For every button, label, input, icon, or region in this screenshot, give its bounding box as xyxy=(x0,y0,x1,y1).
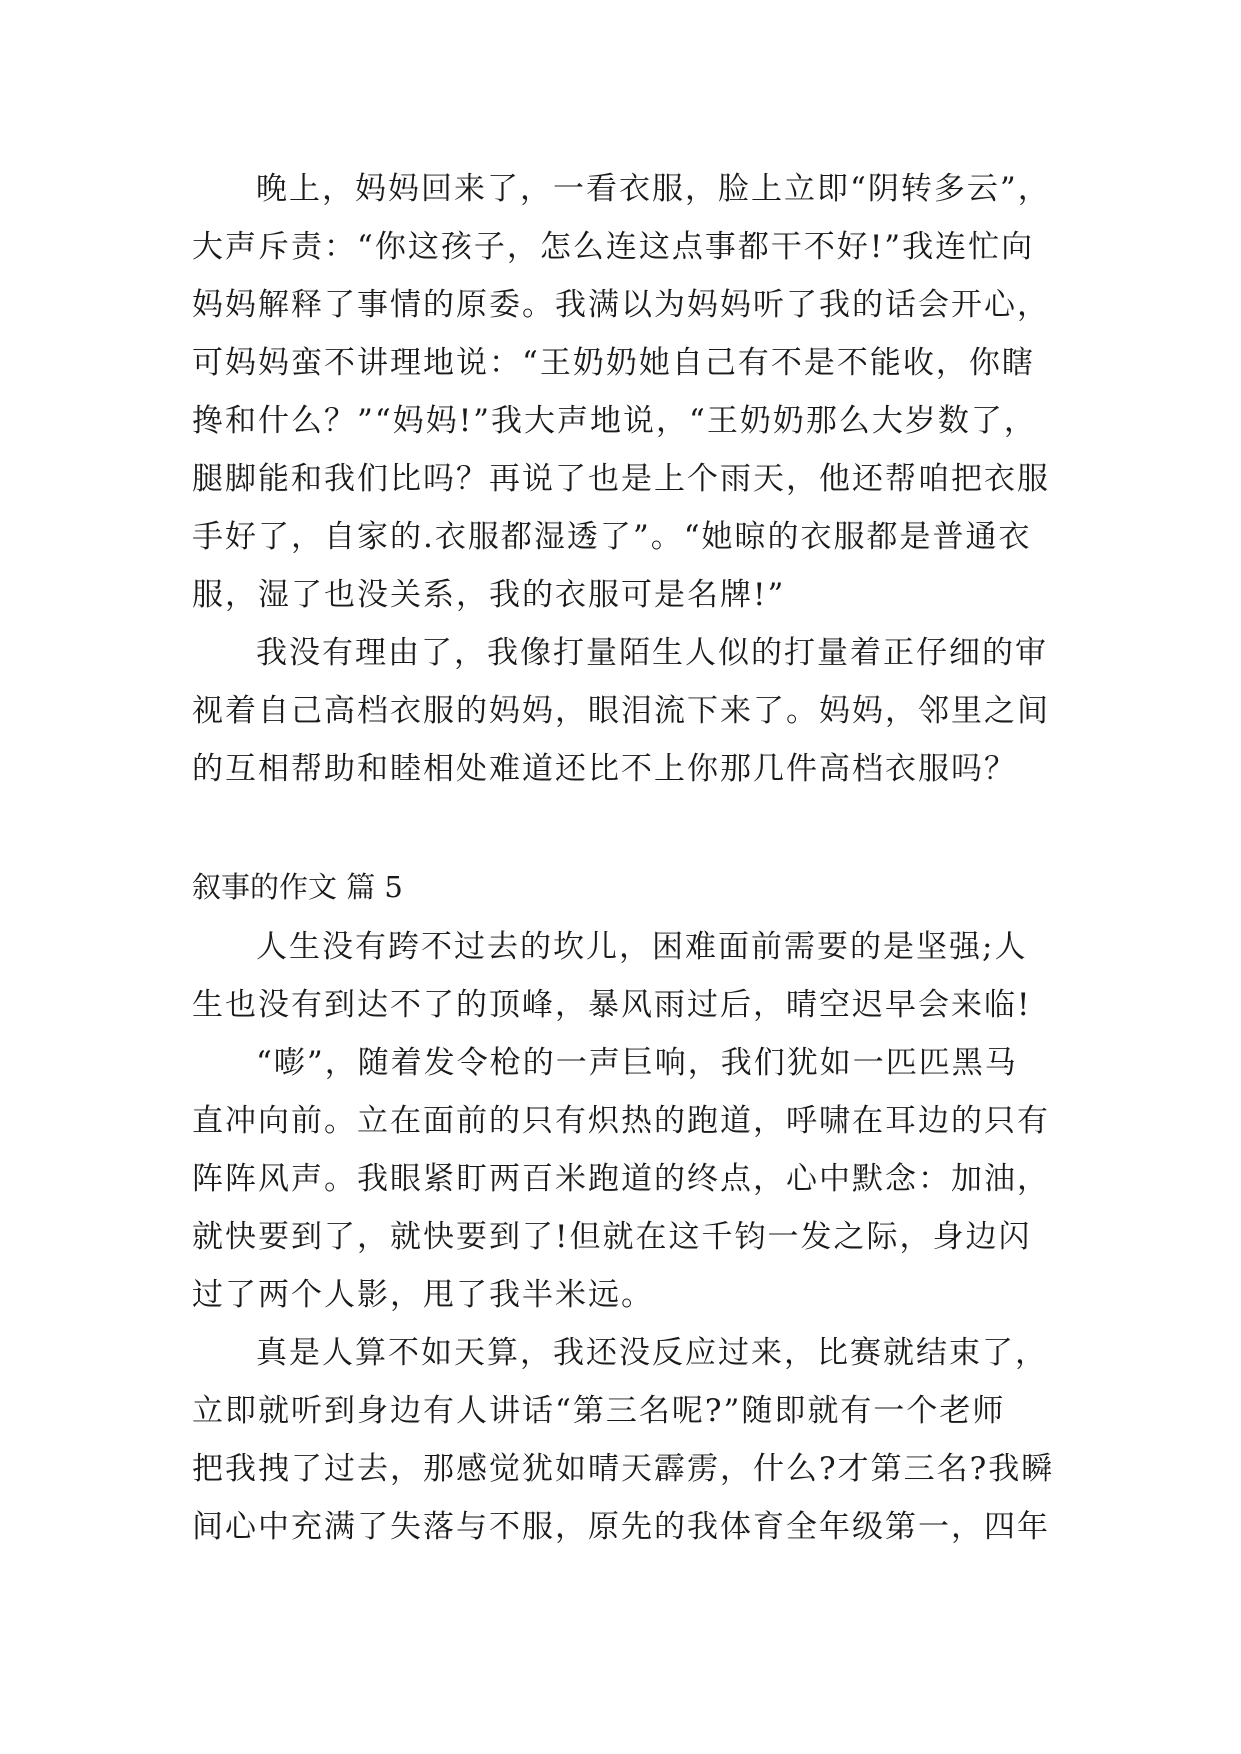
paragraph-line: 人生没有跨不过去的坎儿，困难面前需要的是坚强;人 xyxy=(256,929,1028,965)
paragraph-line: 大声斥责：“你这孩子，怎么连这点事都干不好!”我连忙向 xyxy=(192,229,1035,265)
paragraph-line: 手好了，自家的.衣服都湿透了”。“她晾的衣服都是普通衣 xyxy=(192,519,1032,555)
paragraph-line: 直冲向前。立在面前的只有炽热的跑道，呼啸在耳边的只有 xyxy=(192,1103,1050,1139)
paragraph-line: 妈妈解释了事情的原委。我满以为妈妈听了我的话会开心， xyxy=(192,287,1050,323)
paragraph-line: 的互相帮助和睦相处难道还比不上你那几件高档衣服吗？ xyxy=(192,751,1017,787)
section-2-body xyxy=(192,918,1062,1556)
paragraph-line: 间心中充满了失落与不服，原先的我体育全年级第一，四年 xyxy=(192,1509,1050,1545)
paragraph-line: 我没有理由了，我像打量陌生人似的打量着正仔细的审 xyxy=(256,635,1048,671)
paragraph-line: 阵阵风声。我眼紧盯两百米跑道的终点，心中默念：加油， xyxy=(192,1161,1050,1197)
paragraph-line: 生也没有到达不了的顶峰，暴风雨过后，晴空迟早会来临! xyxy=(192,987,1032,1023)
paragraph-line: 服，湿了也没关系，我的衣服可是名牌!” xyxy=(192,577,786,613)
paragraph-line: 过了两个人影，甩了我半米远。 xyxy=(192,1277,654,1313)
section-heading: 叙事的作文 篇 5 xyxy=(192,870,403,904)
section-1-body xyxy=(192,160,1062,798)
paragraph-line: 腿脚能和我们比吗？再说了也是上个雨天，他还帮咱把衣服 xyxy=(192,461,1050,497)
paragraph-line: 视着自己高档衣服的妈妈，眼泪流下来了。妈妈，邻里之间 xyxy=(192,693,1050,729)
paragraph-line: 真是人算不如天算，我还没反应过来，比赛就结束了， xyxy=(256,1335,1048,1371)
paragraph-line: 晚上，妈妈回来了，一看衣服，脸上立即“阴转多云”， xyxy=(256,171,1051,207)
paragraph-line: 立即就听到身边有人讲话“第三名呢?”随即就有一个老师 xyxy=(192,1393,1006,1429)
paragraph-line: 就快要到了，就快要到了!但就在这千钧一发之际，身边闪 xyxy=(192,1219,1032,1255)
paragraph-line: 搀和什么？”“妈妈!”我大声地说，“王奶奶那么大岁数了， xyxy=(192,403,1037,439)
paragraph-line: 把我拽了过去，那感觉犹如晴天霹雳，什么?才第三名?我瞬 xyxy=(192,1451,1055,1487)
paragraph-line: 可妈妈蛮不讲理地说：“王奶奶她自己有不是不能收，你瞎 xyxy=(192,345,1035,381)
paragraph-line: “嘭”，随着发令枪的一声巨响，我们犹如一匹匹黑马 xyxy=(256,1045,1018,1081)
